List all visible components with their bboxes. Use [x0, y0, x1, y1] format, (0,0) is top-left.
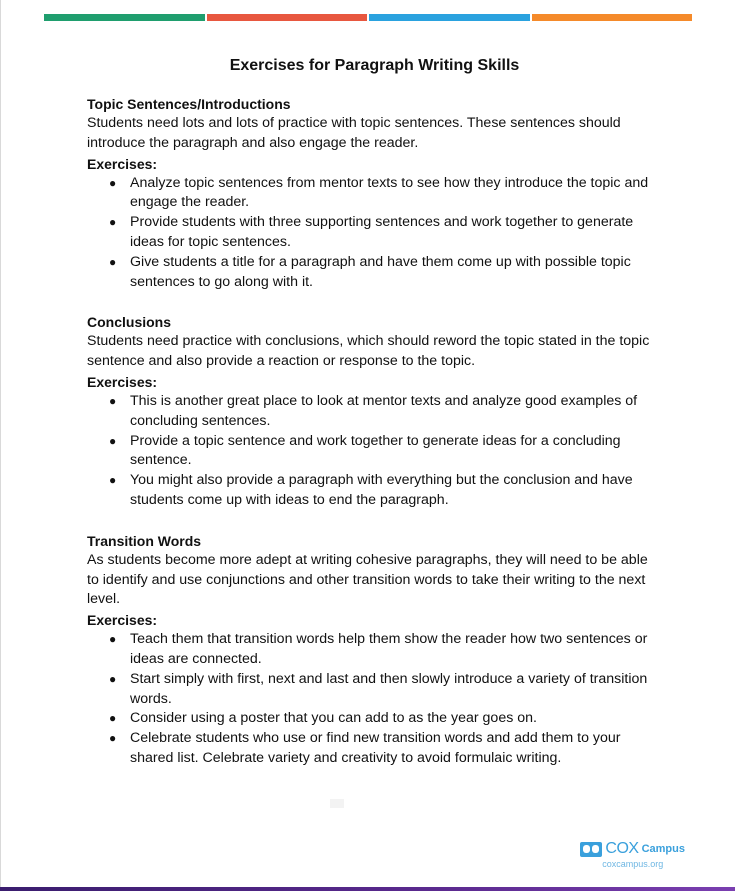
bullet-icon: ● [109, 711, 117, 726]
list-item-text: Provide students with three supporting sentences and work together to generate ideas for topic sentences. [130, 214, 634, 250]
list-item [87, 729, 662, 769]
logo-row [580, 840, 685, 858]
cox-campus-logo [580, 840, 685, 869]
section-heading: Conclusions [87, 314, 172, 331]
bullet-icon: ● [109, 215, 117, 230]
bullet-icon: ● [109, 731, 117, 746]
section-intro: Students need lots and lots of practice with topic sentences. These sentences should introduce the paragraph and also engage the reader. [87, 115, 621, 151]
logo-campus: Campus [641, 843, 685, 855]
bullet-icon: ● [109, 671, 117, 686]
list-item [87, 630, 662, 670]
list-item [87, 253, 662, 293]
logo-url: coxcampus.org [602, 859, 664, 869]
list-item [87, 709, 662, 729]
list-item-text: Celebrate students who use or find new transition words and add them to your shared list. Celebrate variety and creativity to avoid formulaic writing. [130, 730, 621, 766]
document-content [87, 55, 662, 769]
section-topic-sentences [87, 94, 662, 292]
list-item-text: Teach them that transition words help them show the reader how two sentences or ideas are connected. [130, 631, 648, 667]
list-item [87, 174, 662, 214]
section-transition-words [87, 531, 662, 769]
exercises-label: Exercises: [87, 373, 158, 390]
book-icon [580, 842, 602, 857]
list-item-text: Give students a title for a paragraph and have them come up with possible topic sentences to go along with it. [130, 253, 631, 290]
list-item-text: This is another great place to look at mentor texts and analyze good examples of concluding sentences. [130, 392, 638, 429]
exercise-list [87, 392, 662, 511]
logo-brand: COX [605, 840, 639, 857]
page-edge [0, 0, 1, 891]
section-intro: Students need practice with conclusions, which should reword the topic stated in the topic sentence and also provide a reaction or response to the topic. [87, 333, 650, 370]
top-color-bar [44, 14, 692, 21]
section-heading: Transition Words [87, 532, 202, 549]
list-item [87, 670, 662, 710]
bullet-icon: ● [109, 632, 117, 647]
page-title: Exercises for Paragraph Writing Skills [229, 57, 520, 74]
list-item-text: You might also provide a paragraph with everything but the conclusion and have students come up with ideas to end the paragraph. [130, 472, 633, 508]
exercises-label: Exercises: [87, 155, 158, 172]
watermark-mark-icon [330, 799, 344, 808]
list-item [87, 471, 662, 511]
bullet-icon: ● [109, 393, 117, 408]
list-item [87, 213, 662, 253]
bullet-icon: ● [109, 473, 117, 488]
bullet-icon: ● [109, 254, 117, 269]
section-conclusions [87, 312, 662, 510]
bar-segment-red [207, 14, 368, 21]
list-item [87, 392, 662, 432]
bar-segment-green [44, 14, 205, 21]
list-item-text: Start simply with first, next and last and then slowly introduce a variety of transition words. [130, 670, 648, 707]
bar-segment-orange [532, 14, 693, 21]
exercises-label: Exercises: [87, 612, 158, 629]
exercise-list [87, 174, 662, 293]
exercise-list [87, 630, 662, 769]
list-item [87, 432, 662, 472]
list-item-text: Provide a topic sentence and work together to generate ideas for a concluding sentence. [130, 432, 621, 469]
section-intro: As students become more adept at writing cohesive paragraphs, they will need to be able to identify and use conjunctions and other transition words to take their writing to the next level. [87, 551, 648, 608]
watermark-logo [330, 798, 344, 808]
bar-segment-blue [369, 14, 530, 21]
bullet-icon: ● [109, 433, 117, 448]
bullet-icon: ● [109, 175, 117, 190]
section-heading: Topic Sentences/Introductions [87, 96, 291, 112]
list-item-text: Consider using a poster that you can add to as the year goes on. [130, 710, 537, 727]
bottom-bar [0, 887, 735, 891]
list-item-text: Analyze topic sentences from mentor texts to see how they introduce the topic and engage the reader. [130, 174, 649, 211]
